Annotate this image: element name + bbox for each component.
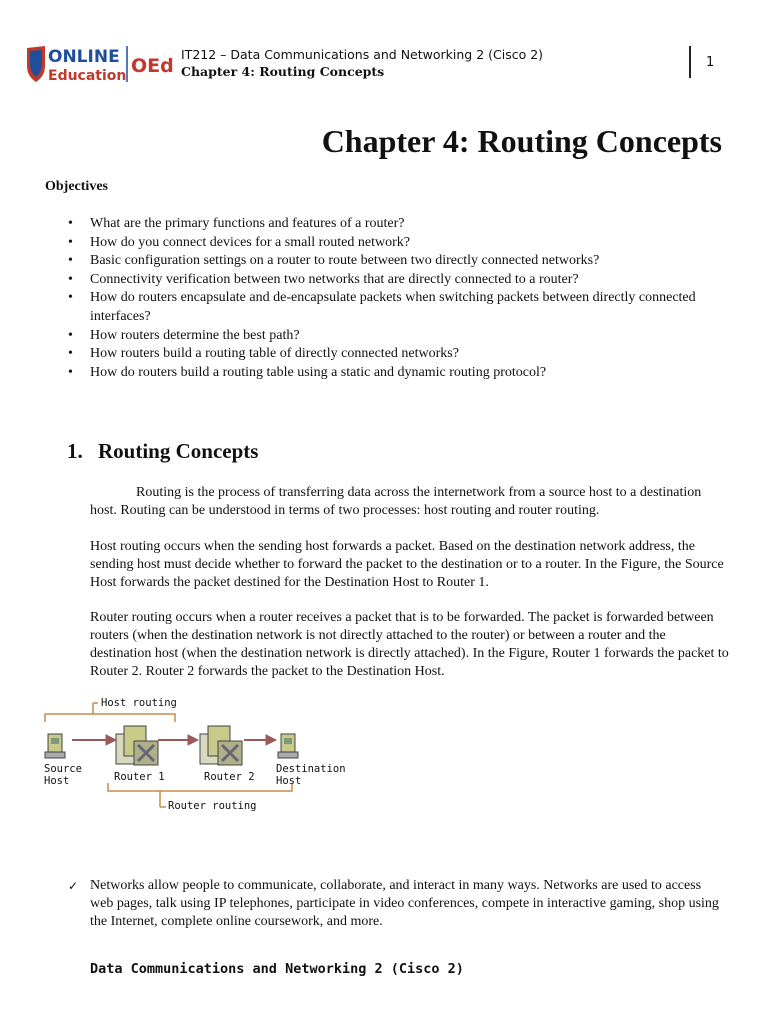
header-chapter: Chapter 4: Routing Concepts	[181, 64, 385, 79]
page-number: 1	[706, 55, 715, 70]
list-item: • How do routers build a routing table using a static and dynamic routing protocol?	[90, 364, 710, 383]
list-item: • What are the primary functions and features of a router?	[90, 215, 710, 234]
source-host-label: Source Host	[44, 763, 82, 787]
router-2-icon	[200, 726, 242, 765]
header-divider	[689, 46, 691, 78]
objectives-label: Objectives	[45, 179, 108, 194]
section-number: 1.	[67, 439, 83, 463]
packet-arrows	[72, 735, 276, 745]
checkmark-icon: ✓	[68, 879, 79, 893]
router-1-label: Router 1	[114, 771, 165, 783]
host-routing-bracket	[45, 714, 175, 722]
objectives-list	[90, 215, 710, 382]
section-heading	[67, 439, 258, 464]
router-routing-bracket	[108, 783, 292, 791]
svg-text:ONLINE: ONLINE	[48, 47, 120, 67]
page-footer: Data Communications and Networking 2 (Cisco 2)	[90, 961, 464, 977]
list-item: • How routers determine the best path?	[90, 327, 710, 346]
router-1-icon	[116, 726, 158, 765]
online-education-logo	[24, 42, 174, 86]
list-item: • How do you connect devices for a small routed network?	[90, 234, 710, 253]
running-header	[181, 46, 543, 80]
svg-text:Education: Education	[48, 68, 127, 84]
section-title: Routing Concepts	[98, 439, 259, 463]
checklist-text: Networks allow people to communicate, collaborate, and interact in many ways. Networks are used to access web pages, talk using IP telephones, participate in video conferences, compete in interactive gaming, shop using the Internet, complete online coursework, and more.	[90, 878, 719, 929]
routing-diagram	[40, 694, 350, 819]
paragraph-router-routing: Router routing occurs when a router receives a packet that is to be forwarded. The packet is forwarded between routers (when the destination network is not directly attached to the router) or between a router and the destination host (when the destination network is directly attached). In the Figure, Router 1 forwards the packet to Router 2. Router 2 forwards the packet to the Destination Host.	[90, 610, 729, 679]
router-routing-label: Router routing	[168, 800, 257, 812]
destination-host-icon	[278, 734, 298, 758]
host-routing-label: Host routing	[101, 697, 177, 709]
destination-host-label: Destination Host	[276, 763, 346, 787]
router-2-label: Router 2	[204, 771, 255, 783]
list-item: • How routers build a routing table of directly connected networks?	[90, 345, 710, 364]
paragraph-host-routing: Host routing occurs when the sending host forwards a packet. Based on the destination network address, the sending host must decide whether to forward the packet to the destination or to a router. In the Figure, the Source Host forwards the packet destined for the Destination Host to Router 1.	[90, 539, 724, 590]
list-item: • How do routers encapsulate and de-encapsulate packets when switching packets between directly connected interfaces?	[90, 289, 710, 326]
list-item: • Connectivity verification between two networks that are directly connected to a router?	[90, 271, 710, 290]
page-title: Chapter 4: Routing Concepts	[321, 123, 722, 159]
paragraph-routing-definition: Routing is the process of transferring data across the internetwork from a source host to a destination host. Routing can be understood in terms of two processes: host routing and router routing.	[90, 485, 702, 518]
header-course: IT212 – Data Communications and Networking 2 (Cisco 2)	[181, 47, 544, 62]
svg-text:OEd: OEd	[131, 55, 174, 77]
source-host-icon	[45, 734, 65, 758]
list-item: • Basic configuration settings on a router to route between two directly connected networks?	[90, 252, 710, 271]
